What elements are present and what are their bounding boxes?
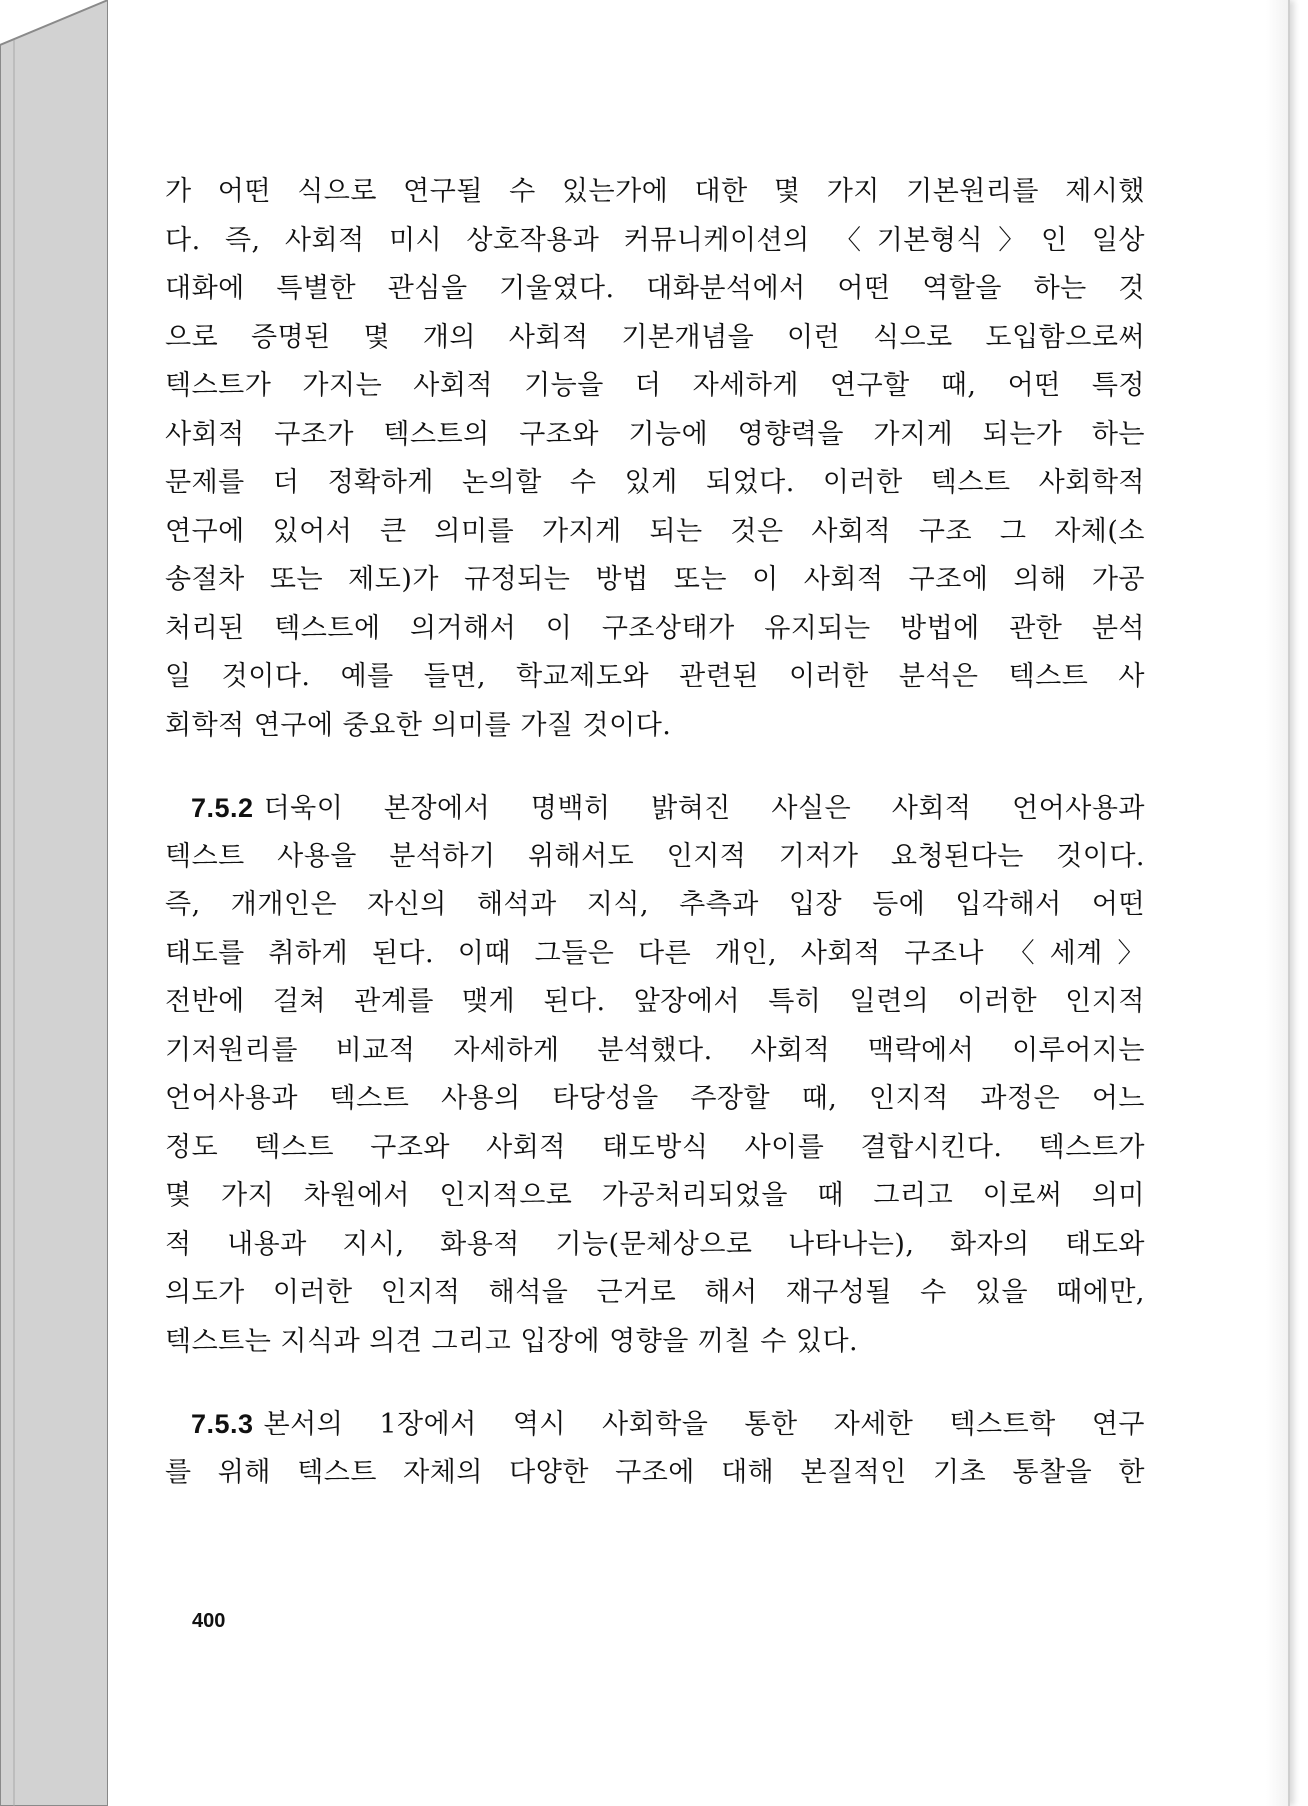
- text-line: 송절차 또는 제도)가 규정되는 방법 또는 이 사회적 구조에 의해 가공: [165, 564, 1145, 595]
- text-line: 텍스트 사용을 분석하기 위해서도 인지적 기저가 요청된다는 것이다.: [165, 840, 1145, 872]
- text-line: 텍스트는 지식과 의견 그리고 입장에 영향을 끼칠 수 있다.: [165, 1325, 859, 1357]
- text-line: 가 어떤 식으로 연구될 수 있는가에 대한 몇 가지 기본원리를 제시했: [165, 176, 1145, 207]
- text-line: 기저원리를 비교적 자세하게 분석했다. 사회적 맥락에서 이루어지는: [165, 1034, 1145, 1066]
- book-side-drawing: [0, 0, 112, 1806]
- paragraph-gap: [165, 750, 1145, 784]
- section-number: 7.5.2: [191, 793, 254, 823]
- text-line: 전반에 걸쳐 관계를 맺게 된다. 앞장에서 특히 일련의 이러한 인지적: [165, 986, 1145, 1017]
- text-line: 연구에 있어서 큰 의미를 가지게 되는 것은 사회적 구조 그 자체(소: [165, 515, 1145, 547]
- text-line: 언어사용과 텍스트 사용의 타당성을 주장할 때, 인지적 과정은 어느: [165, 1083, 1145, 1114]
- text-line: 본서의 1장에서 역시 사회학을 통한 자세한 텍스트학 연구: [263, 1409, 1145, 1440]
- paragraph-gap: [165, 1366, 1145, 1400]
- text-line: 처리된 텍스트에 의거해서 이 구조상태가 유지되는 방법에 관한 분석: [165, 612, 1145, 644]
- text-line: 를 위해 텍스트 자체의 다양한 구조에 대해 본질적인 기초 통찰을 한: [165, 1456, 1145, 1488]
- text-line-with-section: [165, 784, 1145, 833]
- text-line: 텍스트가 가지는 사회적 기능을 더 자세하게 연구할 때, 어떤 특정: [165, 370, 1145, 401]
- text-line: 더욱이 본장에서 명백히 밝혀진 사실은 사회적 언어사용과: [263, 793, 1145, 824]
- text-line: 문제를 더 정확하게 논의할 수 있게 되었다. 이러한 텍스트 사회학적: [165, 467, 1145, 498]
- book-spine-side: [0, 0, 112, 1806]
- text-line: 다. 즉, 사회적 미시 상호작용과 커뮤니케이션의 〈기본형식〉인 일상: [165, 224, 1145, 256]
- text-line: 회학적 연구에 중요한 의미를 가질 것이다.: [165, 709, 672, 741]
- page-edge-shadow: [1266, 0, 1288, 1806]
- text-line: 대화에 특별한 관심을 기울였다. 대화분석에서 어떤 역할을 하는 것: [165, 273, 1145, 304]
- text-line: 으로 증명된 몇 개의 사회적 기본개념을 이런 식으로 도입함으로써: [165, 321, 1145, 353]
- text-line: 적 내용과 지시, 화용적 기능(문체상으로 나타나는), 화자의 태도와: [165, 1228, 1145, 1260]
- text-line: 몇 가지 차원에서 인지적으로 가공처리되었을 때 그리고 이로써 의미: [165, 1180, 1145, 1211]
- page-number: 400: [192, 1610, 226, 1632]
- text-line-with-section: [165, 1400, 1145, 1449]
- text-line: 사회적 구조가 텍스트의 구조와 기능에 영향력을 가지게 되는가 하는: [165, 418, 1145, 450]
- text-line: 정도 텍스트 구조와 사회적 태도방식 사이를 결합시킨다. 텍스트가: [165, 1131, 1145, 1163]
- text-line: 태도를 취하게 된다. 이때 그들은 다른 개인, 사회적 구조나 〈세계〉: [165, 937, 1145, 969]
- text-line: 의도가 이러한 인지적 해석을 근거로 해서 재구성될 수 있을 때에만,: [165, 1277, 1145, 1308]
- page-text: [165, 168, 1145, 1497]
- text-line: 즉, 개개인은 자신의 해석과 지식, 추측과 입장 등에 입각해서 어떤: [165, 889, 1145, 920]
- text-line: 일 것이다. 예를 들면, 학교제도와 관련된 이러한 분석은 텍스트 사: [165, 661, 1145, 692]
- section-number: 7.5.3: [191, 1409, 254, 1439]
